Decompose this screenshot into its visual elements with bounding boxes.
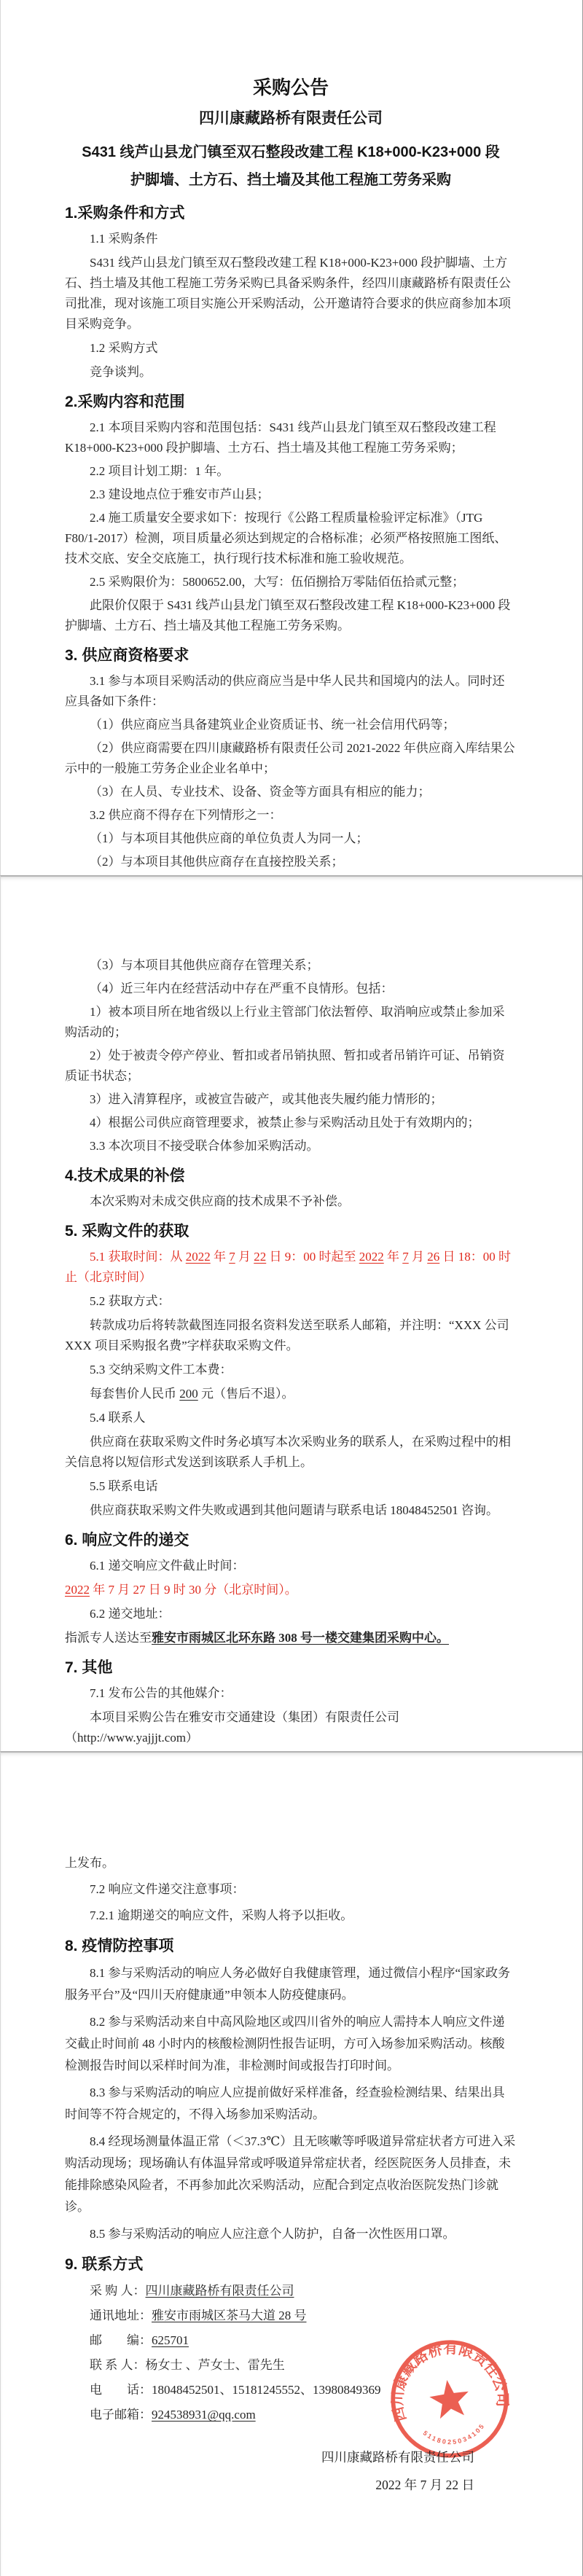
field-value: 18048452501、15181245552、13980849369 [152, 2383, 381, 2397]
section-heading: 4.技术成果的补偿 [65, 1167, 185, 1184]
field-value: 雅安市雨城区茶马大道 28 号 [152, 2309, 307, 2322]
text-segment: 指派专人送达至 [65, 1631, 152, 1645]
seal-star-icon [428, 2377, 472, 2419]
paragraph: 8.2 参与采购活动来自中高风险地区或四川省外的响应人需持本人响应文件递交截止时间前 48 小时内的核酸检测阴性报告证明，方可入场参加采购活动。核酸检测报告时间以采样时间为准，非检测时间或报告打印时间。 [65, 2015, 505, 2072]
paragraph: 供应商在获取采购文件时务必填写本次采购业务的联系人，在采购过程中的相关信息将以短信形式发送到该联系人手机上。 [65, 1435, 511, 1469]
text-segment: 每套售价人民币 [90, 1387, 180, 1401]
underlined-text: 26 [427, 1250, 440, 1264]
paragraph: 8.3 参与采购活动的响应人应提前做好采样准备，经查验检测结果、结果出具时间等不符合规定的，不得入场参加采购活动。 [65, 2086, 505, 2121]
sub-heading: 6.2 递交地址： [90, 1607, 171, 1621]
field-value: 四川康藏路桥有限责任公司 [145, 2284, 294, 2298]
section-heading: 6. 响应文件的递交 [65, 1532, 189, 1549]
document-title: 采购公告 [252, 77, 329, 98]
sub-heading: 6.1 递交响应文件截止时间： [90, 1559, 245, 1573]
text-segment: 月 [408, 1250, 428, 1264]
paragraph: 7.2.1 逾期递交的响应文件，采购人将予以拒收。 [90, 1908, 353, 1922]
page-2 [0, 875, 583, 1751]
paragraph: 4）根据公司供应商管理要求，被禁止参与采购活动且处于有效期内的； [90, 1116, 480, 1130]
sub-heading: 5.4 联系人 [90, 1411, 146, 1425]
section-heading: 5. 采购文件的获取 [65, 1223, 189, 1240]
sub-heading: 5.2 获取方式： [90, 1294, 171, 1308]
text-segment: 月 [235, 1250, 254, 1264]
paragraph: 3）进入清算程序，或被宣告破产，或其他丧失履约能力情形的； [90, 1092, 443, 1106]
contact-field [90, 2282, 517, 2301]
paragraph [65, 1628, 517, 1648]
text-segment: 日 18：00 时止（北京时间） [65, 1250, 511, 1284]
section-heading: 2.采购内容和范围 [65, 394, 185, 410]
field-label: 采 购 人： [90, 2284, 146, 2298]
highlight-paragraph [65, 1580, 517, 1600]
sub-heading: 7.1 发布公告的其他媒介： [90, 1686, 232, 1700]
field-label: 邮 编： [90, 2333, 152, 2347]
text-segment: 年 [383, 1250, 403, 1264]
signature-block [65, 2443, 517, 2499]
company-name: 四川康藏路桥有限责任公司 [199, 110, 383, 127]
paragraph: （4）近三年内在经营活动中存在严重不良情形。包括： [90, 982, 394, 995]
underlined-text: 2022 [359, 1250, 384, 1264]
paragraph: 本项目采购公告在雅安市交通建设（集团）有限责任公司（http://www.yajjjt.com） [65, 1710, 399, 1745]
project-title-line: S431 线芦山县龙门镇至双石整段改建工程 K18+000-K23+000 段 [82, 144, 500, 160]
paragraph: S431 线芦山县龙门镇至双石整段改建工程 K18+000-K23+000 段护脚墙、土方石、挡土墙及其他工程施工劳务采购已具备采购条件，经四川康藏路桥有限责任公司批准，现对该施工项目实施公开采购活动，公开邀请符合要求的供应商参加本项目采购竞争。 [65, 256, 511, 331]
sub-heading: 1.2 采购方式 [90, 341, 158, 355]
text-segment: 元（售后不退）。 [197, 1387, 294, 1401]
sub-heading: 1.1 采购条件 [90, 232, 158, 246]
paragraph: （2）与本项目其他供应商存在直接控股关系； [90, 855, 344, 869]
field-label: 通讯地址： [90, 2309, 152, 2322]
project-title-line: 护脚墙、土方石、挡土墙及其他工程施工劳务采购 [130, 172, 451, 188]
paragraph: （3）在人员、专业技术、设备、资金等方面具有相应的能力； [90, 785, 431, 799]
section-heading: 8. 疫情防控事项 [65, 1938, 174, 1954]
underlined-text: 22 [254, 1250, 267, 1264]
paragraph: 8.4 经现场测量体温正常（＜37.3℃）且无咳嗽等呼吸道异常症状者方可进入采购活动现场；现场确认有体温异常或呼吸道异常症状者，经医院医务人员排查，未能排除感染风险者，不再参加此次采购活动，应配合到定点收治医院发热门诊就诊。 [65, 2134, 516, 2214]
paragraph: 供应商获取采购文件失败或遇到其他问题请与联系电话 18048452501 咨询。 [90, 1503, 498, 1517]
paragraph: 3.2 供应商不得存在下列情形之一： [90, 808, 282, 822]
field-label: 联 系 人： [90, 2358, 146, 2372]
underlined-text: 7 [402, 1250, 409, 1264]
contact-field [90, 2306, 517, 2325]
underlined-text: 200 [179, 1387, 198, 1401]
text-segment: 日 9：00 时起至 [266, 1250, 359, 1264]
field-value: 924538931@qq.com [152, 2408, 256, 2422]
paragraph: 8.1 参与采购活动的响应人务必做好自我健康管理，通过微信小程序“国家政务服务平台”及“四川天府健康通”申领本人防疫健康码。 [65, 1966, 511, 2002]
sub-heading: 5.3 交纳采购文件工本费： [90, 1363, 232, 1377]
paragraph: 8.5 参与采购活动的响应人应注意个人防护，自备一次性医用口罩。 [90, 2227, 455, 2241]
paragraph: 2.4 施工质量安全要求如下：按现行《公路工程质量检验评定标准》（JTG F80/1-2017）检测，项目质量必须达到规定的合格标准；必须严格按照施工图纸、技术交底、安全交底施工，执行现行技术标准和施工验收规范。 [65, 511, 507, 565]
paragraph: 本次采购对未成交供应商的技术成果不予补偿。 [90, 1194, 350, 1208]
field-value: 625701 [152, 2333, 189, 2347]
page-1 [0, 0, 583, 875]
paragraph: （3）与本项目其他供应商存在管理关系； [90, 958, 319, 972]
paragraph: 上发布。 [65, 1856, 114, 1870]
section-heading: 1.采购条件和方式 [65, 205, 185, 222]
section-heading: 7. 其他 [65, 1659, 113, 1676]
field-label: 电子邮箱： [90, 2408, 152, 2422]
signature-date: 2022 年 7 月 22 日 [375, 2478, 474, 2492]
section-heading: 9. 联系方式 [65, 2256, 144, 2273]
paragraph: 2.2 项目计划工期：1 年。 [90, 464, 230, 478]
paragraph: 此限价仅限于 S431 线芦山县龙门镇至双石整段改建工程 K18+000-K23+000 段护脚墙、土方石、挡土墙及其他工程施工劳务采购。 [65, 598, 511, 633]
field-value: 杨女士 、芦女士、雷先生 [145, 2358, 285, 2372]
paragraph: 转款成功后将转款截图连同报名资料发送至联系人邮箱，并注明：“XXX 公司 XXX 项目采购报名费”字样获取采购文件。 [65, 1318, 509, 1352]
paragraph: 3.1 参与本项目采购活动的供应商应当是中华人民共和国境内的法人。同时还应具备如下条件： [65, 674, 505, 708]
underlined-text: 2022 [185, 1250, 211, 1264]
paragraph: 1）被本项目所在地省级以上行业主管部门依法暂停、取消响应或禁止参加采购活动的； [65, 1005, 505, 1039]
text-segment: 5.1 获取时间：从 [90, 1250, 186, 1264]
seal-company-text: 四川康藏路桥有限责任公司 [389, 2341, 510, 2424]
text-segment: 年 7 月 27 日 9 时 30 分（北京时间）。 [90, 1583, 297, 1597]
sub-heading: 5.5 联系电话 [90, 1479, 158, 1493]
underlined-text: 雅安市雨城区北环东路 308 号一楼交建集团采购中心。 [152, 1631, 449, 1645]
paragraph: 2）处于被责令停产停业、暂扣或者吊销执照、暂扣或者吊销许可证、吊销资质证书状态； [65, 1049, 505, 1083]
field-label: 电 话： [90, 2383, 152, 2397]
sub-heading: 7.2 响应文件递交注意事项： [90, 1882, 245, 1896]
paragraph: 2.1 本项目采购内容和范围包括：S431 线芦山县龙门镇至双石整段改建工程 K18+000-K23+000 段护脚墙、土方石、挡土墙及其他工程施工劳务采购； [65, 420, 496, 455]
text-segment: 年 [210, 1250, 230, 1264]
paragraph: 竞争谈判。 [90, 365, 152, 379]
signature-company: 四川康藏路桥有限责任公司 [321, 2450, 474, 2465]
section-heading: 3. 供应商资格要求 [65, 647, 189, 664]
seal-number-text: 5118025034105 [421, 2422, 487, 2446]
paragraph: 2.5 采购限价为：5800652.00，大写：伍佰捌拾万零陆佰伍拾贰元整； [90, 575, 465, 589]
underlined-text: 7 [229, 1250, 235, 1264]
paragraph: 3.3 本次项目不接受联合体参加采购活动。 [90, 1139, 319, 1153]
paragraph: （2）供应商需要在四川康藏路桥有限责任公司 2021-2022 年供应商入库结果公示中的一般施工劳务企业企业名单中； [65, 741, 515, 775]
paragraph: （1）供应商应当具备建筑业企业资质证书、统一社会信用代码等； [90, 718, 455, 732]
paragraph [65, 1384, 517, 1404]
paragraph: 2.3 建设地点位于雅安市芦山县； [90, 488, 270, 501]
paragraph: （1）与本项目其他供应商的单位负责人为同一人； [90, 831, 369, 845]
page-3 [0, 1751, 583, 2576]
underlined-text: 2022 [65, 1583, 90, 1597]
highlight-paragraph [65, 1247, 517, 1288]
